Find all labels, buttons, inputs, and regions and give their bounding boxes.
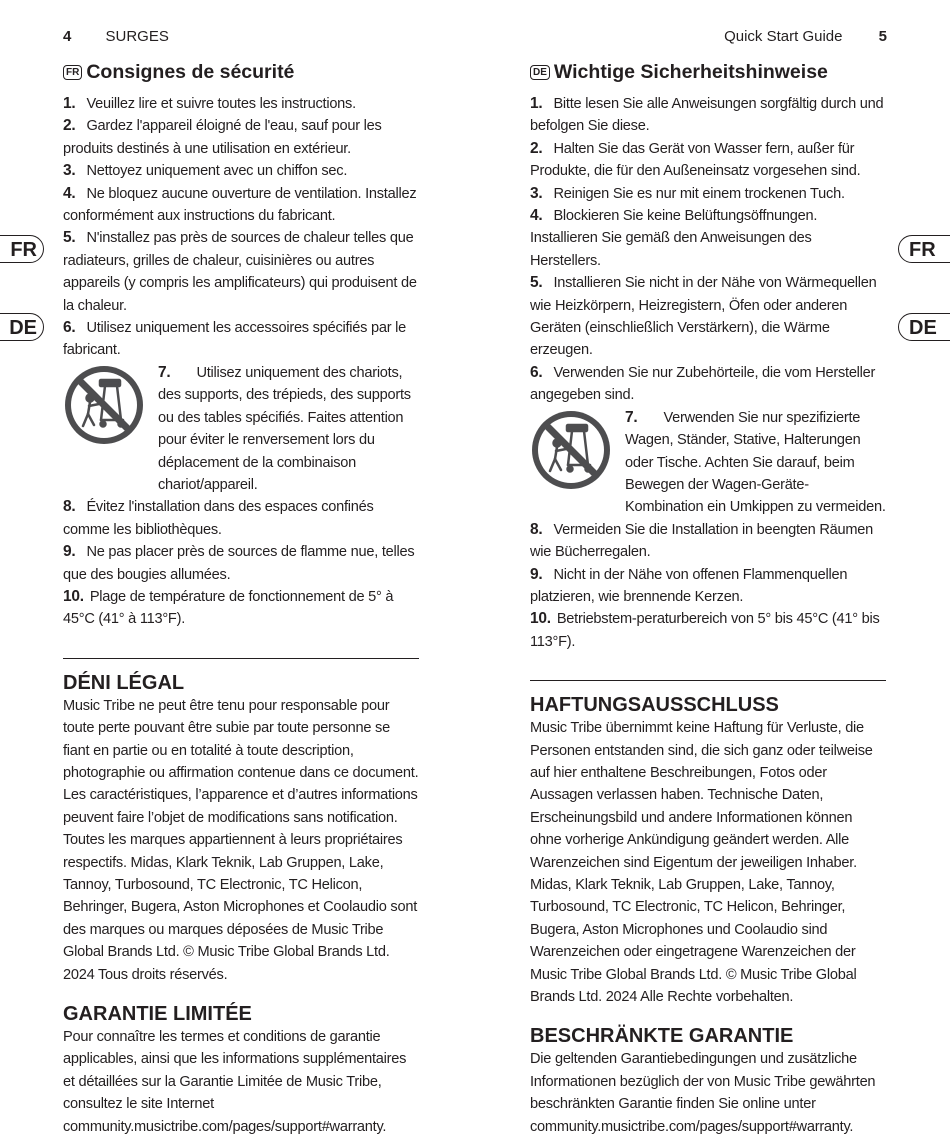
list-item: 3. Reinigen Sie es nur mit einem trockenen Tuch. [530, 184, 845, 202]
side-tab-fr-right[interactable]: FR [898, 235, 950, 263]
de-legal-text: Music Tribe übernimmt keine Haftung für Verluste, die Personen entstanden sind, die sich ganz oder teilweise auf hier enthaltene Beschreibungen, Fotos oder Aussagen verlassen haben. Technische Daten, Erscheinungsbild und andere Informationen können ohne vorherige Ankündigung geändert werden. Alle Warenzeichen sind Eigentum der jeweiligen Inhaber. Midas, Klark Teknik, Lab Gruppen, Lake, Tannoy, Turbosound, TC Electronic, TC Helicon, Behringer, Bugera, Aston Microphones und Coolaudio sind Warenzeichen oder eingetragene Warenzeichen der Music Tribe Global Brands Ltd. © Music Tribe Global Brands Ltd. 2024 Alle Rechte vorbehalten. [530, 720, 873, 1006]
de-safety-title: Wichtige Sicherheitshinweise [553, 61, 828, 83]
de-column [530, 60, 886, 1138]
header-left [63, 28, 169, 45]
header-right [724, 28, 887, 45]
list-item: 6. Verwenden Sie nur Zubehörteile, die vom Hersteller angegeben sind. [530, 363, 876, 404]
left-page-number: 4 [63, 28, 72, 45]
list-item: 1. Veuillez lire et suivre toutes les instructions. [63, 95, 356, 112]
fr-legal-title: DÉNI LÉGAL [63, 671, 185, 694]
cart-warning-icon [63, 364, 145, 446]
fr-column [63, 60, 419, 1138]
list-item-text: 7. Verwenden Sie nur spezifizierte Wagen, Ständer, Stative, Halterungen oder Tische. Achten Sie darauf, beim Bewegen der Wagen-Geräte-Kombination ein Umkippen zu vermeiden. [625, 408, 886, 516]
side-tab-de-left[interactable]: DE [0, 313, 44, 341]
list-item-cart [530, 407, 886, 519]
list-item-cart [63, 362, 419, 496]
list-item: 4. Ne bloquez aucune ouverture de ventilation. Installez conformément aux instructions du fabricant. [63, 184, 417, 225]
fr-safety-heading [63, 60, 419, 84]
side-tab-de-right[interactable]: DE [898, 313, 950, 341]
right-page-title: Quick Start Guide [724, 28, 843, 45]
de-warranty-text: Die geltenden Garantiebedingungen und zusätzliche Informationen bezüglich der von Music Tribe gewährten beschränkten Garantie finden Sie online unter community.musictribe.com/pages/support#warranty. [530, 1051, 876, 1135]
list-item: 6. Utilisez uniquement les accessoires spécifiés par le fabricant. [63, 319, 407, 359]
list-item: 3. Nettoyez uniquement avec un chiffon sec. [63, 162, 348, 180]
right-page-number: 5 [878, 28, 887, 45]
de-legal-title: HAFTUNGSAUSSCHLUSS [530, 694, 779, 717]
section-divider [63, 658, 419, 659]
fr-safety-list [63, 93, 419, 631]
side-tab-fr-left[interactable]: FR [0, 235, 44, 263]
fr-warranty-title: GARANTIE LIMITÉE [63, 1003, 252, 1026]
list-item: 8. Vermeiden Sie die Installation in beengten Räumen wie Bücherregalen. [530, 520, 874, 561]
list-item: 2. Halten Sie das Gerät von Wasser fern, außer für Produkte, die für den Außeneinsatz vorgesehen sind. [530, 139, 861, 180]
cart-warning-icon [530, 409, 612, 491]
list-item: 9. Ne pas placer près de sources de flamme nue, telles que des bougies allumées. [63, 543, 415, 583]
list-item: 9. Nicht in der Nähe von offenen Flammenquellen platzieren, wie brennende Kerzen. [530, 565, 848, 605]
list-item: 5. Installieren Sie nicht in der Nähe von Wärmequellen wie Heizkörpern, Heizregistern, Öfen oder anderen Geräten (einschließlich Verstärkern), die Wärme erzeugen. [530, 274, 877, 359]
list-item: 1. Bitte lesen Sie alle Anweisungen sorgfältig durch und befolgen Sie diese. [530, 95, 884, 135]
list-item: 2. Gardez l'appareil éloigné de l'eau, sauf pour les produits destinés à une utilisation en extérieur. [63, 117, 382, 157]
de-warranty-title: BESCHRÄNKTE GARANTIE [530, 1025, 794, 1048]
left-page-title: SURGES [105, 28, 169, 45]
list-item: 5. N'installez pas près de sources de chaleur telles que radiateurs, grilles de chaleur, cuisinières ou autres appareils (y compris les amplificateurs) qui produisent de la chaleur. [63, 229, 417, 314]
fr-safety-title: Consignes de sécurité [86, 61, 295, 83]
section-divider [530, 680, 886, 681]
list-item: 8. Évitez l'installation dans des espaces confinés comme les bibliothèques. [63, 498, 374, 538]
list-item: 10. Plage de température de fonctionnement de 5° à 45°C (41° à 113°F). [63, 587, 394, 628]
fr-language-badge: FR [63, 65, 82, 80]
fr-legal-text: Music Tribe ne peut être tenu pour responsable pour toute perte pouvant être subie par toute personne se fiant en partie ou en totalité à toute description, photographie ou affirmation contenue dans ce document. Les caractéristiques, l’apparence et d’autres informations peuvent faire l’objet de modifications sans notification. Toutes les marques appartiennent à leurs propriétaires respectifs. Midas, Klark Teknik, Lab Gruppen, Lake, Tannoy, Turbosound, TC Electronic, TC Helicon, Behringer, Bugera, Aston Microphones et Coolaudio sont des marques ou marques déposées de Music Tribe Global Brands Ltd. © Music Tribe Global Brands Ltd. 2024 Tous droits réservés. [63, 697, 419, 983]
de-safety-heading [530, 60, 886, 84]
de-safety-list [530, 93, 886, 653]
list-item-text: 7. Utilisez uniquement des chariots, des supports, des trépieds, des supports ou des tables spécifiés. Faites attention pour éviter le renversement lors du déplacement de la combinaison chariot/appareil. [158, 363, 411, 493]
list-item: 10. Betriebstem-peraturbereich von 5° bis 45°C (41° bis 113°F). [530, 610, 880, 650]
list-item: 4. Blockieren Sie keine Belüftungsöffnungen. Installieren Sie gemäß den Anweisungen des Herstellers. [530, 207, 818, 269]
de-language-badge: DE [530, 65, 550, 80]
fr-warranty-text: Pour connaître les termes et conditions de garantie applicables, ainsi que les informations supplémentaires et détaillées sur la Garantie Limitée de Music Tribe, consultez le site Internet community.musictribe.com/pages/support#warranty. [63, 1029, 407, 1135]
